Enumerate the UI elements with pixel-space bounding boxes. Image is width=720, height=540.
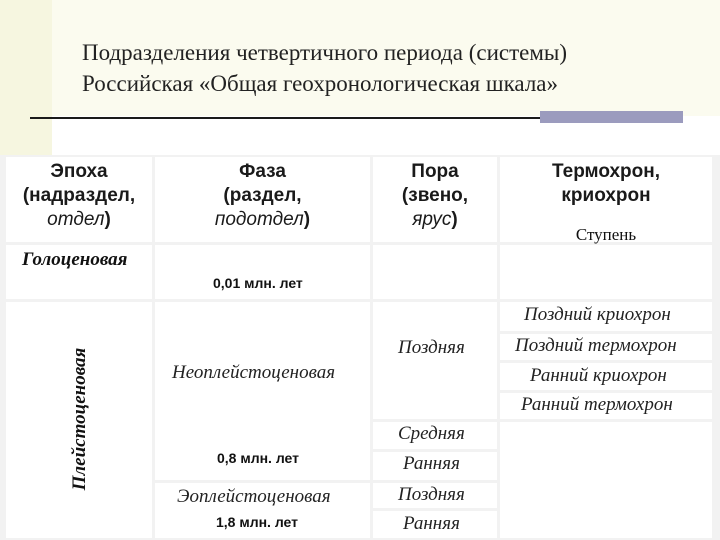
chron-empty-cell (500, 422, 712, 538)
header-stage: Пора (звено, ярус) (373, 157, 497, 242)
chron-row-1 (500, 302, 712, 331)
chron-label-4: Ранний термохрон (521, 394, 673, 415)
neo-late-label: Поздняя (398, 337, 465, 358)
neo-late-cell (373, 302, 497, 419)
title-line-1: Подразделения четвертичного периода (системы) (82, 40, 568, 65)
holocene-label: Голоценовая (22, 249, 128, 270)
chron-label-1: Поздний криохрон (524, 304, 671, 325)
chron-row-4 (500, 393, 712, 419)
pleistocene-label: Плейстоценовая (69, 347, 90, 491)
neo-middle-cell (373, 422, 497, 449)
header-phase: Фаза (раздел, подотдел) (155, 157, 370, 242)
eo-early-cell (373, 511, 497, 538)
left-decor-band (0, 0, 52, 155)
neopleistocene-age: 0,8 млн. лет (217, 450, 300, 466)
holocene-phase-cell (155, 245, 370, 299)
slide-title (82, 37, 567, 99)
chron-row-2 (500, 334, 712, 360)
eopleistocene-label: Эоплейстоценовая (177, 486, 331, 507)
neopleistocene-label: Неоплейстоценовая (172, 362, 336, 383)
chron-label-2: Поздний термохрон (515, 335, 677, 356)
header-chron: Термохрон, криохрон Ступень (500, 157, 712, 242)
holocene-chron-cell (500, 245, 712, 299)
eo-late-cell (373, 483, 497, 508)
holocene-stage-cell (373, 245, 497, 299)
neo-early-label: Ранняя (403, 453, 460, 474)
holocene-epoch-cell (6, 245, 152, 299)
holocene-age: 0,01 млн. лет (213, 275, 303, 291)
pleistocene-label-wrap (60, 314, 100, 524)
header-epoch: Эпоха (надраздел, отдел) (6, 157, 152, 242)
neo-early-cell (373, 452, 497, 480)
title-line-2: Российская «Общая геохронологическая шкала» (82, 71, 559, 96)
eopleistocene-age: 1,8 млн. лет (216, 514, 299, 530)
eo-early-label: Ранняя (403, 513, 460, 534)
neo-middle-label: Средняя (398, 423, 465, 444)
title-accent-bar (540, 111, 683, 123)
eo-late-label: Поздняя (398, 484, 465, 505)
geochronology-table (0, 155, 720, 540)
title-underline (30, 117, 540, 119)
header-stage-label: Ступень (575, 225, 637, 244)
neopleistocene-phase-cell (155, 302, 370, 480)
eopleistocene-phase-cell (155, 483, 370, 538)
chron-label-3: Ранний криохрон (530, 365, 667, 386)
chron-row-3 (500, 363, 712, 390)
